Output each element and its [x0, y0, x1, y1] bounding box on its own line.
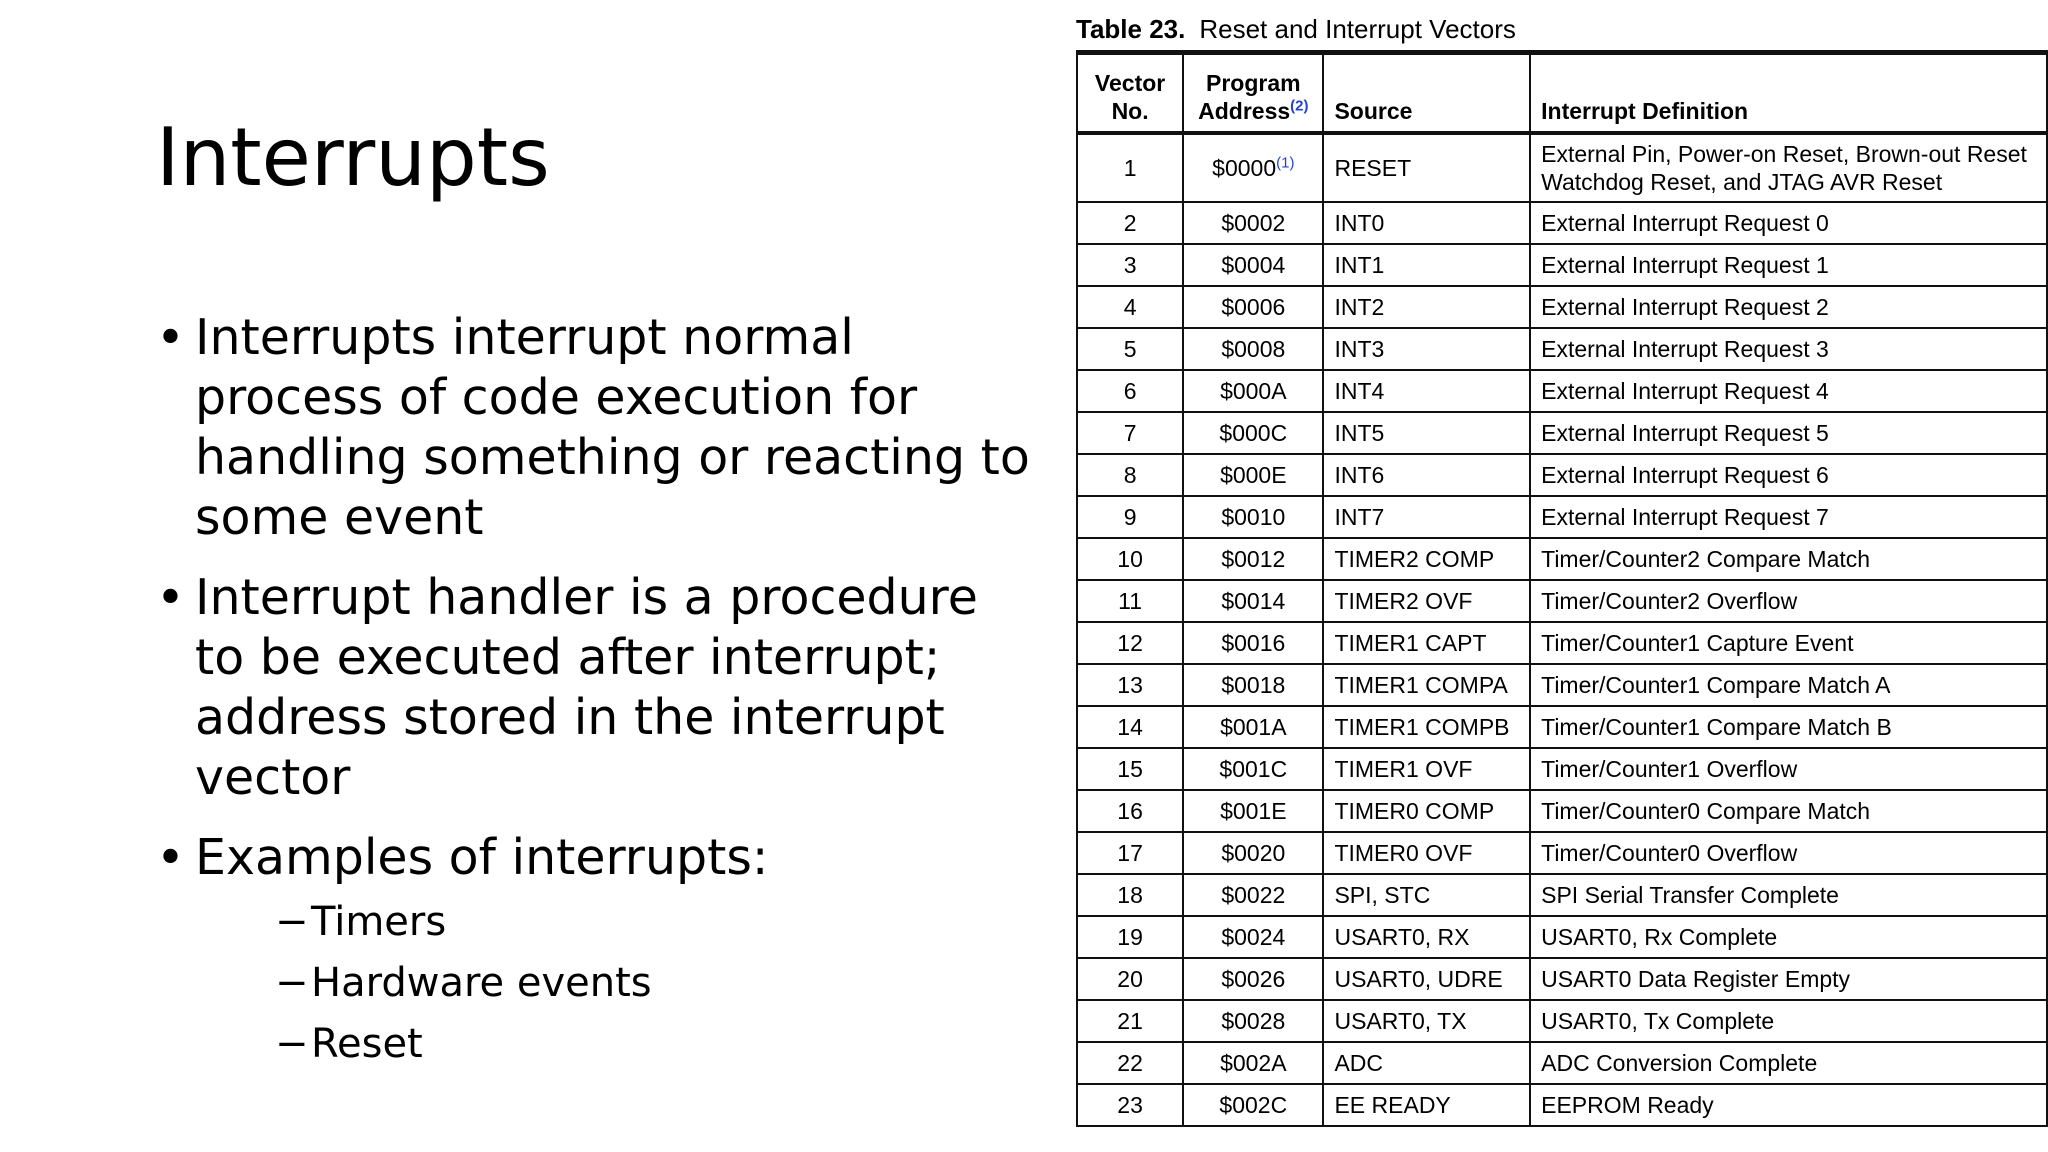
cell-program-address	[1183, 622, 1323, 664]
table-row	[1077, 664, 2047, 706]
table-caption-text: Reset and Interrupt Vectors	[1199, 14, 1516, 44]
cell-vector-no: 4	[1077, 286, 1183, 328]
cell-interrupt-definition: Timer/Counter2 Overflow	[1530, 580, 2047, 622]
cell-interrupt-definition: EEPROM Ready	[1530, 1084, 2047, 1126]
bullet-item	[156, 828, 1036, 1075]
cell-source: INT5	[1323, 412, 1530, 454]
cell-source: TIMER1 OVF	[1323, 748, 1530, 790]
cell-interrupt-definition: SPI Serial Transfer Complete	[1530, 874, 2047, 916]
cell-program-address	[1183, 1042, 1323, 1084]
cell-source: TIMER1 COMPA	[1323, 664, 1530, 706]
cell-vector-no: 21	[1077, 1000, 1183, 1042]
interrupt-vector-table	[1076, 50, 2048, 1127]
dash-icon: −	[275, 1021, 309, 1067]
dash-icon: −	[275, 899, 309, 945]
cell-source: TIMER2 COMP	[1323, 538, 1530, 580]
cell-source: USART0, RX	[1323, 916, 1530, 958]
table-row	[1077, 748, 2047, 790]
cell-vector-no: 16	[1077, 790, 1183, 832]
table-row	[1077, 1000, 2047, 1042]
address-value: $0020	[1221, 839, 1286, 866]
header-vector-line1: Vector	[1094, 70, 1166, 96]
cell-vector-no: 8	[1077, 454, 1183, 496]
cell-interrupt-definition: External Interrupt Request 1	[1530, 244, 2047, 286]
cell-source: INT0	[1323, 202, 1530, 244]
sub-bullet-item	[195, 1014, 1036, 1075]
cell-program-address	[1183, 874, 1323, 916]
dash-icon: −	[275, 960, 309, 1006]
address-value: $000E	[1220, 461, 1287, 488]
cell-program-address	[1183, 1084, 1323, 1126]
cell-program-address	[1183, 244, 1323, 286]
bullet-item	[156, 308, 1036, 548]
table-caption-label: Table 23.	[1076, 14, 1186, 44]
cell-program-address	[1183, 133, 1323, 202]
cell-source: USART0, UDRE	[1323, 958, 1530, 1000]
sub-bullet-text: Hardware events	[311, 960, 652, 1006]
table-row	[1077, 328, 2047, 370]
bullet-dot-icon: •	[156, 829, 185, 886]
cell-vector-no: 2	[1077, 202, 1183, 244]
cell-source: INT6	[1323, 454, 1530, 496]
cell-source: INT2	[1323, 286, 1530, 328]
cell-interrupt-definition: ADC Conversion Complete	[1530, 1042, 2047, 1084]
cell-source: TIMER1 CAPT	[1323, 622, 1530, 664]
definition-line: Watchdog Reset, and JTAG AVR Reset	[1541, 169, 1943, 195]
cell-program-address	[1183, 1000, 1323, 1042]
bullet-text: Interrupts interrupt normal process of code execution for handling something or reacting to some event	[195, 309, 1030, 546]
cell-vector-no: 15	[1077, 748, 1183, 790]
cell-vector-no: 3	[1077, 244, 1183, 286]
cell-vector-no: 20	[1077, 958, 1183, 1000]
sub-bullet-item	[195, 892, 1036, 953]
sub-bullet-item	[195, 953, 1036, 1014]
table-row	[1077, 958, 2047, 1000]
bullet-text: Examples of interrupts:	[195, 829, 769, 886]
header-program-address	[1183, 53, 1323, 134]
cell-vector-no: 6	[1077, 370, 1183, 412]
header-address-line2: Address	[1198, 98, 1291, 124]
table-row	[1077, 832, 2047, 874]
cell-interrupt-definition: External Interrupt Request 7	[1530, 496, 2047, 538]
footnote-ref-link[interactable]: (2)	[1290, 97, 1309, 115]
table-row	[1077, 286, 2047, 328]
table-row	[1077, 916, 2047, 958]
cell-vector-no: 13	[1077, 664, 1183, 706]
cell-source: TIMER1 COMPB	[1323, 706, 1530, 748]
address-value: $0004	[1221, 251, 1286, 278]
bullet-item	[156, 568, 1036, 808]
table-row	[1077, 496, 2047, 538]
cell-program-address	[1183, 538, 1323, 580]
cell-program-address	[1183, 496, 1323, 538]
address-value: $0018	[1221, 671, 1286, 698]
cell-source: TIMER0 OVF	[1323, 832, 1530, 874]
bullet-dot-icon: •	[156, 309, 185, 366]
cell-interrupt-definition: Timer/Counter1 Capture Event	[1530, 622, 2047, 664]
table-row	[1077, 202, 2047, 244]
table-caption	[1076, 14, 1516, 45]
cell-vector-no: 12	[1077, 622, 1183, 664]
table-row	[1077, 538, 2047, 580]
cell-vector-no: 10	[1077, 538, 1183, 580]
cell-program-address	[1183, 748, 1323, 790]
cell-interrupt-definition: Timer/Counter0 Overflow	[1530, 832, 2047, 874]
cell-source: INT7	[1323, 496, 1530, 538]
table-row	[1077, 1042, 2047, 1084]
address-value: $0028	[1221, 1007, 1286, 1034]
cell-interrupt-definition: USART0, Tx Complete	[1530, 1000, 2047, 1042]
cell-source: TIMER0 COMP	[1323, 790, 1530, 832]
cell-vector-no: 5	[1077, 328, 1183, 370]
cell-source: INT3	[1323, 328, 1530, 370]
cell-program-address	[1183, 790, 1323, 832]
header-address-line1: Program	[1206, 70, 1301, 96]
cell-interrupt-definition: External Interrupt Request 0	[1530, 202, 2047, 244]
address-value: $001C	[1219, 755, 1288, 782]
cell-source: INT1	[1323, 244, 1530, 286]
cell-program-address	[1183, 664, 1323, 706]
table-row	[1077, 580, 2047, 622]
address-value: $0024	[1221, 923, 1286, 950]
cell-program-address	[1183, 580, 1323, 622]
footnote-ref-link[interactable]: (1)	[1276, 154, 1295, 172]
cell-program-address	[1183, 370, 1323, 412]
cell-program-address	[1183, 202, 1323, 244]
table-row	[1077, 790, 2047, 832]
cell-interrupt-definition	[1530, 133, 2047, 202]
table-row	[1077, 133, 2047, 202]
bullet-dot-icon: •	[156, 569, 185, 626]
header-source: Source	[1323, 53, 1530, 134]
address-value: $001A	[1220, 713, 1287, 740]
cell-program-address	[1183, 958, 1323, 1000]
definition-line: External Pin, Power-on Reset, Brown-out Reset	[1541, 141, 2027, 167]
cell-interrupt-definition: Timer/Counter1 Compare Match B	[1530, 706, 2047, 748]
slide-title: Interrupts	[156, 111, 550, 204]
address-value: $0000	[1212, 155, 1277, 181]
address-value: $0002	[1221, 209, 1286, 236]
table-row	[1077, 874, 2047, 916]
cell-vector-no: 1	[1077, 133, 1183, 202]
cell-interrupt-definition: External Interrupt Request 5	[1530, 412, 2047, 454]
address-value: $0022	[1221, 881, 1286, 908]
cell-interrupt-definition: Timer/Counter1 Compare Match A	[1530, 664, 2047, 706]
cell-source: TIMER2 OVF	[1323, 580, 1530, 622]
header-vector-line2: No.	[1111, 98, 1149, 124]
cell-program-address	[1183, 916, 1323, 958]
cell-vector-no: 17	[1077, 832, 1183, 874]
header-vector-no	[1077, 53, 1183, 134]
cell-interrupt-definition: External Interrupt Request 3	[1530, 328, 2047, 370]
cell-program-address	[1183, 454, 1323, 496]
cell-interrupt-definition: Timer/Counter1 Overflow	[1530, 748, 2047, 790]
sub-bullet-text: Timers	[311, 899, 447, 945]
address-value: $000A	[1220, 377, 1287, 404]
address-value: $000C	[1219, 419, 1288, 446]
cell-vector-no: 22	[1077, 1042, 1183, 1084]
table-row	[1077, 454, 2047, 496]
cell-interrupt-definition: External Interrupt Request 2	[1530, 286, 2047, 328]
cell-program-address	[1183, 286, 1323, 328]
address-value: $0006	[1221, 293, 1286, 320]
address-value: $001E	[1220, 797, 1287, 824]
cell-vector-no: 18	[1077, 874, 1183, 916]
address-value: $0008	[1221, 335, 1286, 362]
bullet-text: Interrupt handler is a procedure to be executed after interrupt; address stored in the interrupt vector	[195, 569, 978, 806]
cell-source: SPI, STC	[1323, 874, 1530, 916]
table-row	[1077, 706, 2047, 748]
cell-vector-no: 9	[1077, 496, 1183, 538]
table-row	[1077, 370, 2047, 412]
cell-interrupt-definition: External Interrupt Request 4	[1530, 370, 2047, 412]
cell-source: INT4	[1323, 370, 1530, 412]
cell-source: USART0, TX	[1323, 1000, 1530, 1042]
cell-source: ADC	[1323, 1042, 1530, 1084]
cell-vector-no: 11	[1077, 580, 1183, 622]
cell-source: EE READY	[1323, 1084, 1530, 1126]
sub-bullet-text: Reset	[311, 1021, 423, 1067]
cell-interrupt-definition: Timer/Counter2 Compare Match	[1530, 538, 2047, 580]
cell-program-address	[1183, 832, 1323, 874]
address-value: $0016	[1221, 629, 1286, 656]
cell-program-address	[1183, 706, 1323, 748]
table-row	[1077, 244, 2047, 286]
sub-bullet-list	[195, 892, 1036, 1075]
cell-source: RESET	[1323, 133, 1530, 202]
table-row	[1077, 622, 2047, 664]
address-value: $002A	[1220, 1049, 1287, 1076]
address-value: $002C	[1219, 1091, 1288, 1118]
table-row	[1077, 1084, 2047, 1126]
table-header-row	[1077, 53, 2047, 134]
address-value: $0012	[1221, 545, 1286, 572]
bullet-list	[156, 308, 1036, 1095]
address-value: $0026	[1221, 965, 1286, 992]
cell-interrupt-definition: USART0 Data Register Empty	[1530, 958, 2047, 1000]
header-interrupt-definition: Interrupt Definition	[1530, 53, 2047, 134]
cell-vector-no: 14	[1077, 706, 1183, 748]
address-value: $0010	[1221, 503, 1286, 530]
table-body	[1077, 133, 2047, 1126]
cell-vector-no: 19	[1077, 916, 1183, 958]
address-value: $0014	[1221, 587, 1286, 614]
cell-interrupt-definition: USART0, Rx Complete	[1530, 916, 2047, 958]
cell-vector-no: 7	[1077, 412, 1183, 454]
cell-program-address	[1183, 328, 1323, 370]
cell-interrupt-definition: Timer/Counter0 Compare Match	[1530, 790, 2047, 832]
cell-interrupt-definition: External Interrupt Request 6	[1530, 454, 2047, 496]
cell-vector-no: 23	[1077, 1084, 1183, 1126]
cell-program-address	[1183, 412, 1323, 454]
table-row	[1077, 412, 2047, 454]
